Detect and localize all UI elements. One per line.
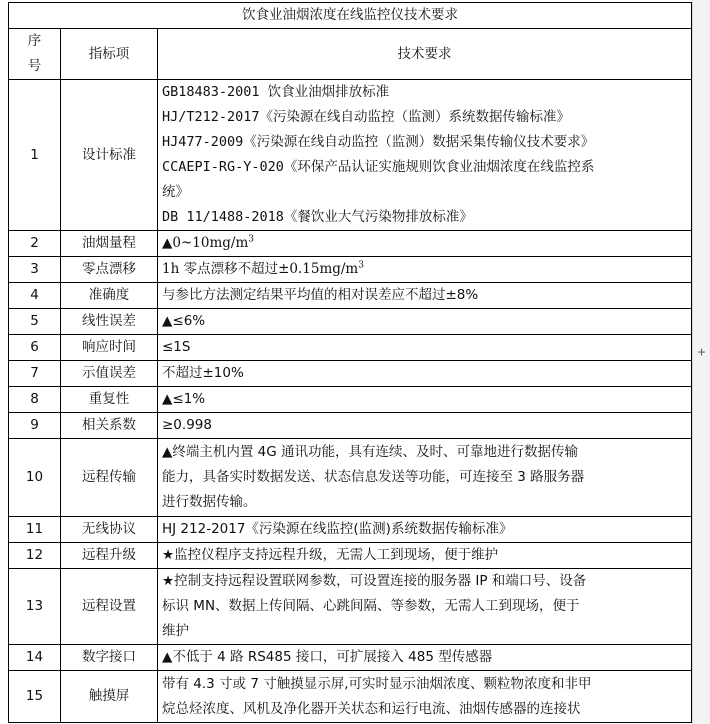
tech-spec-table: [8, 2, 692, 723]
requirement-line: 标识 MN、数据上传间隔、心跳间隔、等参数，无需人工到现场，便于: [162, 598, 580, 614]
requirement-line: 统》: [162, 184, 189, 200]
table-title: 饮食业油烟浓度在线监控仪技术要求: [9, 3, 692, 29]
row-item-name: 无线协议: [61, 517, 158, 543]
expand-plus-icon[interactable]: +: [697, 345, 706, 360]
row-number: 15: [9, 671, 61, 723]
row-requirement: ▲≤1%: [158, 387, 692, 413]
table-row: [9, 387, 692, 413]
row-requirement: ≥0.998: [158, 413, 692, 439]
row-item-name: 远程升级: [61, 543, 158, 569]
row-item-name: 零点漂移: [61, 257, 158, 283]
table-row: [9, 231, 692, 257]
row-number: 13: [9, 569, 61, 645]
table-row: [9, 569, 692, 645]
row-requirement: 不超过±10%: [158, 361, 692, 387]
table-row: [9, 80, 692, 231]
row-number: 11: [9, 517, 61, 543]
row-item-name: 响应时间: [61, 335, 158, 361]
table-row: [9, 413, 692, 439]
requirement-line: CCAEPI-RG-Y-020《环保产品认证实施规则饮食业油烟浓度在线监控系: [162, 159, 595, 175]
table-row: [9, 257, 692, 283]
header-item: 指标项: [61, 29, 158, 80]
header-seq-line1: 序: [27, 33, 42, 49]
row-requirement: HJ 212-2017《污染源在线监控(监测)系统数据传输标准》: [158, 517, 692, 543]
requirement-line: 能力，具备实时数据发送、状态信息发送等功能，可连接至 3 路服务器: [162, 469, 585, 485]
row-requirement: ▲≤6%: [158, 309, 692, 335]
row-item-name: 设计标准: [61, 80, 158, 231]
requirement-line: HJ/T212-2017《污染源在线自动监控（监测）系统数据传输标准》: [162, 109, 571, 125]
row-requirement: [158, 671, 692, 723]
table-row: [9, 671, 692, 723]
table-row: [9, 335, 692, 361]
row-item-name: 油烟量程: [61, 231, 158, 257]
row-number: 4: [9, 283, 61, 309]
header-seq-line2: 号: [27, 58, 42, 74]
row-requirement: [158, 569, 692, 645]
row-requirement: 与参比方法测定结果平均值的相对误差应不超过±8%: [158, 283, 692, 309]
requirement-line: HJ477-2009《污染源在线自动监控（监测）数据采集传输仪技术要求》: [162, 134, 595, 150]
row-item-name: 远程传输: [61, 439, 158, 517]
requirement-line: 烷总烃浓度、风机及净化器开关状态和运行电流、油烟传感器的连接状: [162, 700, 581, 717]
row-requirement: ▲不低于 4 路 RS485 接口，可扩展接入 485 型传感器: [158, 645, 692, 671]
row-number: 6: [9, 335, 61, 361]
row-number: 14: [9, 645, 61, 671]
table-row: [9, 517, 692, 543]
superscript: 3: [248, 234, 254, 245]
row-number: 3: [9, 257, 61, 283]
requirement-line: 维护: [162, 623, 189, 639]
requirement-line: ★控制支持远程设置联网参数，可设置连接的服务器 IP 和端口号、设备: [162, 573, 587, 589]
row-number: 5: [9, 309, 61, 335]
row-number: 12: [9, 543, 61, 569]
header-requirement: 技术要求: [158, 29, 692, 80]
row-item-name: 远程设置: [61, 569, 158, 645]
row-number: 7: [9, 361, 61, 387]
row-number: 1: [9, 80, 61, 231]
table-row: [9, 361, 692, 387]
requirement-line: DB 11/1488-2018《餐饮业大气污染物排放标准》: [162, 209, 473, 225]
row-item-name: 触摸屏: [61, 671, 158, 723]
header-seq: [9, 29, 61, 80]
requirement-line: GB18483-2001 饮食业油烟排放标准: [162, 84, 390, 100]
requirement-line: ▲终端主机内置 4G 通讯功能，具有连续、及时、可靠地进行数据传输: [162, 444, 579, 460]
requirement-text: 1h 零点漂移不超过±0.15mg/m: [162, 261, 359, 277]
table-row: [9, 645, 692, 671]
row-item-name: 线性误差: [61, 309, 158, 335]
row-number: 10: [9, 439, 61, 517]
row-requirement: [158, 257, 692, 283]
row-requirement: [158, 80, 692, 231]
superscript: 3: [358, 260, 364, 271]
requirement-line: 进行数据传输。: [162, 494, 257, 510]
table-row: [9, 543, 692, 569]
row-item-name: 准确度: [61, 283, 158, 309]
row-item-name: 相关系数: [61, 413, 158, 439]
row-requirement: [158, 439, 692, 517]
requirement-text: ▲0~10mg/m: [162, 235, 249, 251]
table-row: [9, 309, 692, 335]
table-row: [9, 283, 692, 309]
row-number: 8: [9, 387, 61, 413]
row-item-name: 重复性: [61, 387, 158, 413]
row-item-name: 示值误差: [61, 361, 158, 387]
scroll-edge: [692, 0, 710, 724]
row-number: 9: [9, 413, 61, 439]
row-number: 2: [9, 231, 61, 257]
row-requirement: ≤1S: [158, 335, 692, 361]
requirement-line: 带有 4.3 寸或 7 寸触摸显示屏,可实时显示油烟浓度、颗粒物浓度和非甲: [162, 675, 592, 692]
row-item-name: 数字接口: [61, 645, 158, 671]
row-requirement: ★监控仪程序支持远程升级，无需人工到现场，便于维护: [158, 543, 692, 569]
table-row: [9, 439, 692, 517]
row-requirement: [158, 231, 692, 257]
